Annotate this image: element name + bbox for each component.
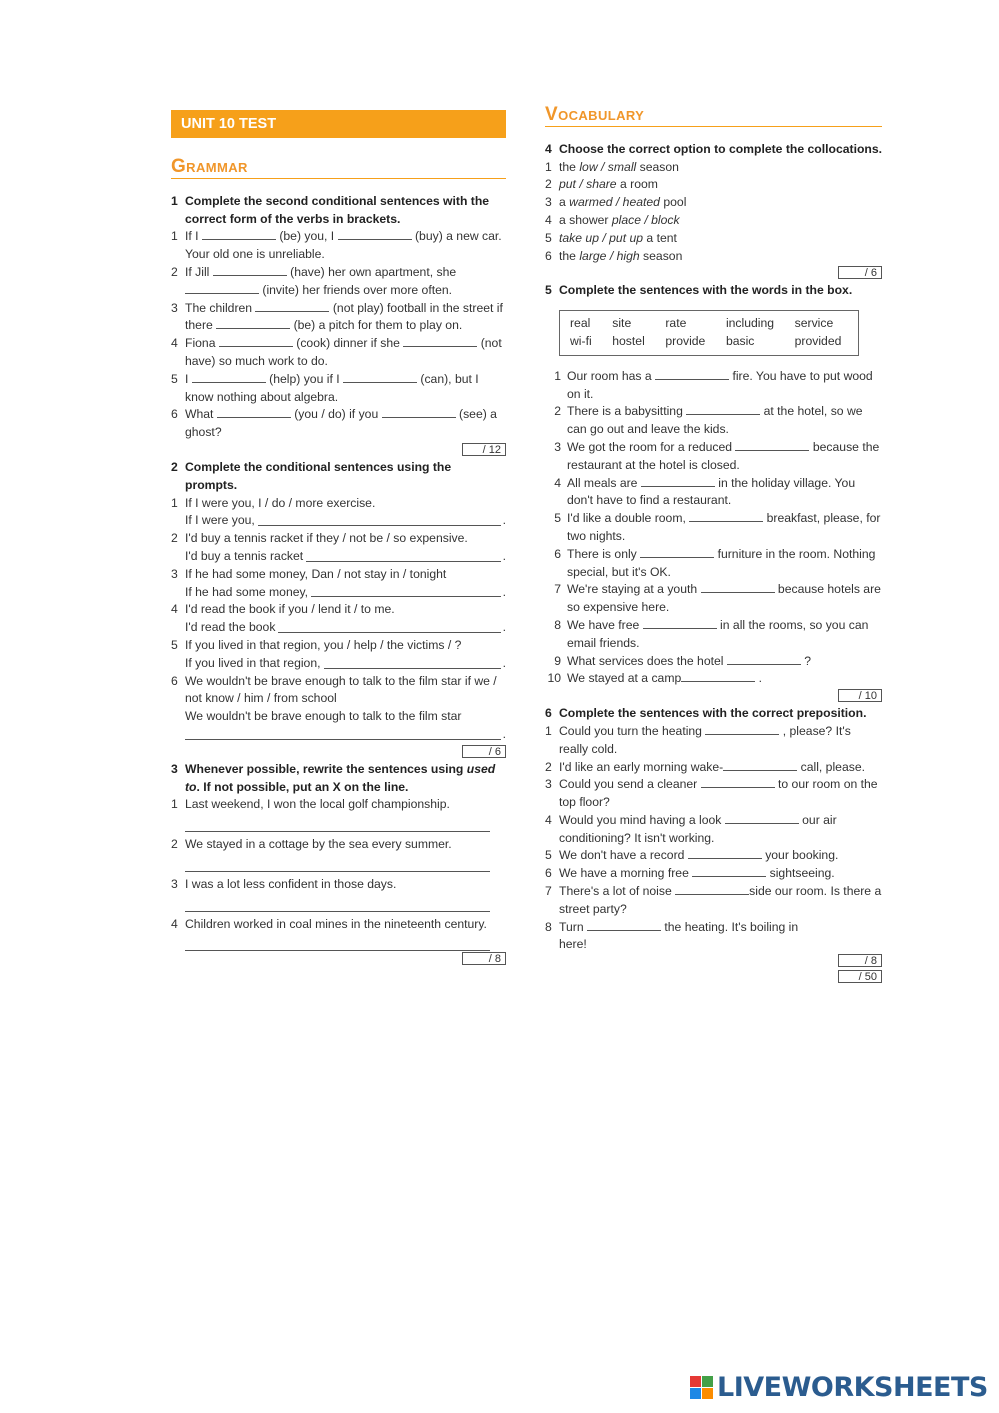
ex2-item: 2 I'd buy a tennis racket if they / not be / so expensive. I'd buy a tennis racket . xyxy=(171,531,506,563)
ex6-score: / 8 xyxy=(545,954,882,967)
option-choice[interactable]: take up / put up xyxy=(559,230,644,245)
word-box-item: rate xyxy=(665,316,687,331)
answer-blank[interactable] xyxy=(202,228,276,240)
ex6-item: 1 Could you turn the heating , please? It's really cold. xyxy=(545,723,851,756)
brand-text: LIVEWORKSHEETS xyxy=(717,1372,988,1403)
ex4-item[interactable]: 3 a warmed / heated pool xyxy=(545,195,687,210)
ex1-item: 2 If Jill (have) her own apartment, she (invite) her friends over more often. xyxy=(171,264,457,297)
word-box-item: hostel xyxy=(612,333,645,348)
ex4-item[interactable]: 4 a shower place / block xyxy=(545,212,680,227)
word-box-item: basic xyxy=(725,333,755,348)
answer-blank[interactable] xyxy=(725,812,799,824)
ex1-item: 3 The children (not play) football in the street if there (be) a pitch for them to play on. xyxy=(171,300,503,333)
answer-line[interactable] xyxy=(185,894,490,912)
answer-blank[interactable] xyxy=(681,670,755,682)
right-column xyxy=(545,106,882,983)
answer-blank[interactable] xyxy=(655,368,729,380)
option-choice[interactable]: large / high xyxy=(579,248,640,263)
ex4-items xyxy=(545,159,882,266)
answer-blank[interactable] xyxy=(701,776,775,788)
answer-blank[interactable] xyxy=(692,865,766,877)
answer-blank[interactable] xyxy=(701,581,775,593)
answer-blank[interactable] xyxy=(403,335,477,347)
ex1-item: 6 What (you / do) if you (see) a ghost? xyxy=(171,407,497,440)
option-choice[interactable]: place / block xyxy=(611,212,680,227)
ex6-item: 3 Could you send a cleaner to our room on the top floor? xyxy=(545,777,878,810)
answer-blank[interactable] xyxy=(641,475,715,487)
ex4-item[interactable]: 2 put / share a room xyxy=(545,177,658,192)
answer-blank[interactable] xyxy=(640,546,714,558)
option-choice[interactable]: put / share xyxy=(559,177,617,192)
answer-blank[interactable] xyxy=(192,371,266,383)
option-choice[interactable]: warmed / heated xyxy=(569,195,660,210)
ex6-item: 8 Turn the heating. It's boiling in here! xyxy=(545,919,799,952)
ex5-item: 1 Our room has a fire. You have to put wood on it. xyxy=(554,368,873,401)
ex6-item: 2 I'd like an early morning wake- call, please. xyxy=(545,759,865,774)
ex4-item[interactable]: 5 take up / put up a tent xyxy=(545,230,677,245)
vocabulary-heading: Vocabulary xyxy=(545,106,882,127)
ex3-instruction: 3 Whenever possible, rewrite the sentences using used to. If not possible, put an X on the line. xyxy=(171,761,496,794)
answer-line[interactable] xyxy=(185,933,490,951)
answer-line[interactable] xyxy=(324,655,501,669)
answer-blank[interactable] xyxy=(213,264,287,276)
answer-line[interactable] xyxy=(311,584,501,598)
left-column xyxy=(171,110,506,968)
ex5-item: 3 We got the room for a reduced because the restaurant at the hotel is closed. xyxy=(554,439,880,472)
ex6-item: 4 Would you mind having a look our air conditioning? It isn't working. xyxy=(545,812,837,845)
ex6-item: 7 There's a lot of noise side our room. Is there a street party? xyxy=(545,884,882,916)
answer-blank[interactable] xyxy=(219,335,293,347)
word-box-item: service xyxy=(794,316,834,331)
answer-blank[interactable] xyxy=(255,300,329,312)
total-score: / 50 xyxy=(545,970,882,983)
ex3-item: 1 Last weekend, I won the local golf championship. xyxy=(171,796,506,832)
answer-blank[interactable] xyxy=(723,759,797,771)
ex5-item: 5 I'd like a double room, breakfast, please, for two nights. xyxy=(554,511,881,543)
ex5-item: 7 We're staying at a youth because hotels are so expensive here. xyxy=(554,582,881,615)
ex1-score: / 12 xyxy=(171,443,506,456)
answer-blank[interactable] xyxy=(675,883,749,895)
ex5-item: 9 What services does the hotel ? xyxy=(554,653,812,668)
ex5-item: 2 There is a babysitting at the hotel, so we can go out and leave the kids. xyxy=(554,404,863,437)
answer-line[interactable] xyxy=(306,548,500,562)
answer-blank[interactable] xyxy=(382,406,456,418)
ex1-item: 4 Fiona (cook) dinner if she (not have) so much work to do. xyxy=(171,336,502,368)
word-box-item: provided xyxy=(794,333,842,348)
ex1-instruction: 1 Complete the second conditional sentences with the correct form of the verbs in brackets. xyxy=(171,193,490,226)
ex3-item: 4 Children worked in coal mines in the nineteenth century. xyxy=(171,916,506,952)
ex1-items xyxy=(171,228,506,442)
word-box xyxy=(559,310,859,356)
grammar-heading: Grammar xyxy=(171,158,506,179)
ex3-item: 3 I was a lot less confident in those days. xyxy=(171,876,506,912)
ex5-item: 4 All meals are in the holiday village. You don't have to find a restaurant. xyxy=(554,475,856,508)
ex5-item: 8 We have free in all the rooms, so you can email friends. xyxy=(554,617,869,650)
ex6-item: 5 We don't have a record your booking. xyxy=(545,848,839,863)
answer-blank[interactable] xyxy=(727,653,801,665)
answer-blank[interactable] xyxy=(587,919,661,931)
liveworksheets-logo xyxy=(690,1372,988,1403)
answer-blank[interactable] xyxy=(705,723,779,735)
word-box-item: real xyxy=(570,316,591,331)
ex2-items xyxy=(171,495,506,744)
ex3-item: 2 We stayed in a cottage by the sea every summer. xyxy=(171,836,506,872)
answer-line[interactable] xyxy=(258,512,501,526)
answer-blank[interactable] xyxy=(689,510,763,522)
ex2-instruction: 2 Complete the conditional sentences using the prompts. xyxy=(171,459,452,492)
ex2-score: / 6 xyxy=(171,745,506,758)
ex3-score: / 8 xyxy=(171,952,506,965)
option-choice[interactable]: low / small xyxy=(579,159,637,174)
ex4-item[interactable]: 6 the large / high season xyxy=(545,248,683,263)
answer-blank[interactable] xyxy=(643,617,717,629)
ex4-item[interactable]: 1 the low / small season xyxy=(545,159,679,174)
ex6-instruction: 6 Complete the sentences with the correct preposition. xyxy=(545,706,867,721)
ex2-item: 1 If I were you, I / do / more exercise. If I were you, . xyxy=(171,495,506,528)
answer-line[interactable] xyxy=(278,619,500,633)
answer-line[interactable] xyxy=(185,726,501,740)
ex2-item: 4 I'd read the book if you / lend it / to me. I'd read the book . xyxy=(171,602,506,635)
ex1-item: 5 I (help) you if I (can), but I know nothing about algebra. xyxy=(171,371,479,404)
ex6-item: 6 We have a morning free sightseeing. xyxy=(545,866,835,881)
word-box-item: site xyxy=(612,316,632,331)
ex5-item: 6 There is only furniture in the room. Nothing special, but it's OK. xyxy=(554,546,876,579)
unit-title: UNIT 10 TEST xyxy=(171,110,506,138)
answer-blank[interactable] xyxy=(735,439,809,451)
answer-blank[interactable] xyxy=(217,406,291,418)
ex4-instruction: 4 Choose the correct option to complete the collocations. xyxy=(545,141,883,156)
liveworksheets-logo-icon xyxy=(690,1376,714,1400)
answer-line[interactable] xyxy=(185,854,490,872)
ex1-item: 1 If I (be) you, I (buy) a new car. Your old one is unreliable. xyxy=(171,229,502,262)
ex2-item: 6 We wouldn't be brave enough to talk to the film star if we / not know / him / from school We wouldn't be brave enough to talk to the film star . xyxy=(171,673,506,741)
answer-blank[interactable] xyxy=(343,371,417,383)
ex5-items xyxy=(545,368,882,688)
answer-blank[interactable] xyxy=(688,847,762,859)
answer-blank[interactable] xyxy=(216,317,290,329)
ex6-items xyxy=(545,723,882,954)
word-box-item: wi-fi xyxy=(570,333,592,348)
word-box-item: including xyxy=(725,316,775,331)
ex2-item: 5 If you lived in that region, you / help / the victims / ? If you lived in that region, . xyxy=(171,637,506,670)
ex5-score: / 10 xyxy=(545,689,882,702)
answer-blank[interactable] xyxy=(185,282,259,294)
answer-blank[interactable] xyxy=(338,228,412,240)
answer-line[interactable] xyxy=(185,814,490,832)
ex5-item: 10 We stayed at a camp . xyxy=(547,671,763,686)
ex2-item: 3 If he had some money, Dan / not stay in / tonight If he had some money, . xyxy=(171,566,506,599)
word-box-item: provide xyxy=(665,333,706,348)
ex4-score: / 6 xyxy=(545,266,882,279)
answer-blank[interactable] xyxy=(686,403,760,415)
ex5-instruction: 5 Complete the sentences with the words in the box. xyxy=(545,283,853,298)
ex3-items xyxy=(171,796,506,951)
